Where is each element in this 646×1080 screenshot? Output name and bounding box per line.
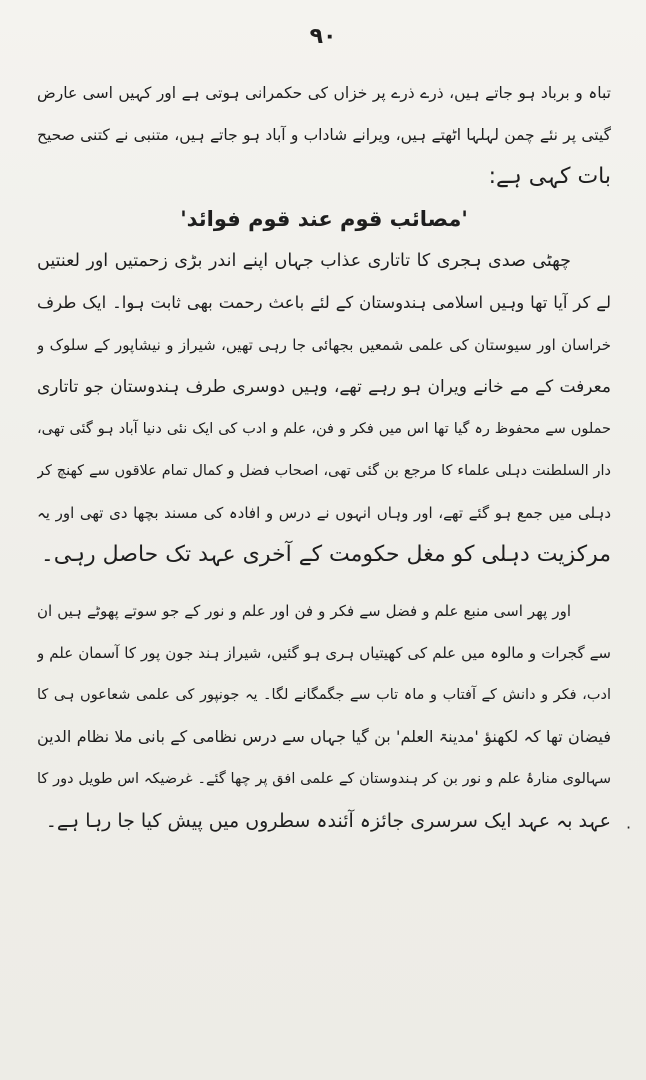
text-line: اور پھر اسی منبع علم و فضل سے فکر و فن اور علم و نور کے جو سوتے پھوٹے ہیں ان [37,602,571,620]
text-line: سہالوی منارۂ علم و نور بن کر ہندوستان کے علمی افق پر چھا گئے۔ غرضیکہ اس طویل دور کا [37,771,611,787]
text-line: لے کر آیا تھا وہیں اسلامی ہندوستان کے لئے باعث رحمت بھی ثابت ہوا۔ ایک طرف [37,293,611,312]
text-line: مرکزیت دہلی کو مغل حکومت کے آخری عہد تک حاصل رہی۔ [40,542,611,567]
text-line: ادب، فکر و دانش کے آفتاب و ماہ تاب سے جگمگانے لگا۔ یہ جونپور کی علمی شعاعوں ہی کا [37,687,611,703]
quote-heading: 'مصائب قوم عند قوم فوائد' [180,207,468,231]
text-line: دار السلطنت دہلی علماء کا مرجع بن گئی تھی، اصحاب فضل و کمال تمام علاقوں سے کھنچ کر [37,463,611,479]
text-line: حملوں سے محفوظ رہ گیا تھا اس میں فکر و فن، علم و ادب کی ایک نئی دنیا آباد ہو گئی تھی، [37,421,611,437]
margin-mark: · [626,818,632,837]
page-number: ۹۰ [309,24,337,49]
body-text [37,72,611,842]
text-line: بات کہی ہے: [488,164,611,189]
text-line: فیضان تھا کہ لکھنؤ 'مدینۃ العلم' بن گیا جہاں سے درس نظامی کے بانی ملا نظام الدین [37,727,611,746]
text-line: چھٹی صدی ہجری کا تاتاری عذاب جہاں اپنے اندر بڑی زحمتیں اور لعنتیں [37,251,571,271]
text-line: عہد بہ عہد ایک سرسری جائزہ آئندہ سطروں میں پیش کیا جا رہا ہے۔ [45,810,611,832]
text-line: دہلی میں جمع ہو گئے تھے، اور وہاں انہوں نے درس و افادہ کی مسند بچھا دی تھی اور یہ [37,504,611,522]
text-line: گیتی پر نئے چمن لہلہا اٹھتے ہیں، ویرانے شاداب و آباد ہو جاتے ہیں، متنبی نے کتنی صحیح [37,126,611,144]
text-line: سے گجرات و مالوہ میں علم کی کھیتیاں ہری ہو گئیں، شیراز ہند جون پور کا آسمان علم و [37,644,611,662]
paragraph-gap [37,576,611,590]
text-line: تباہ و برباد ہو جاتے ہیں، ذرے ذرے پر خزاں کی حکمرانی ہوتی ہے اور کہیں اسی عارض [37,84,611,102]
text-line: خراسان اور سیوستان کی علمی شمعیں بجھائی جا رہی تھیں، شیراز و نیشاپور کے سلوک و [37,336,611,354]
text-line: معرفت کے مے خانے ویران ہو رہے تھے، وہیں دوسری طرف ہندوستان جو تاتاری [37,377,611,397]
